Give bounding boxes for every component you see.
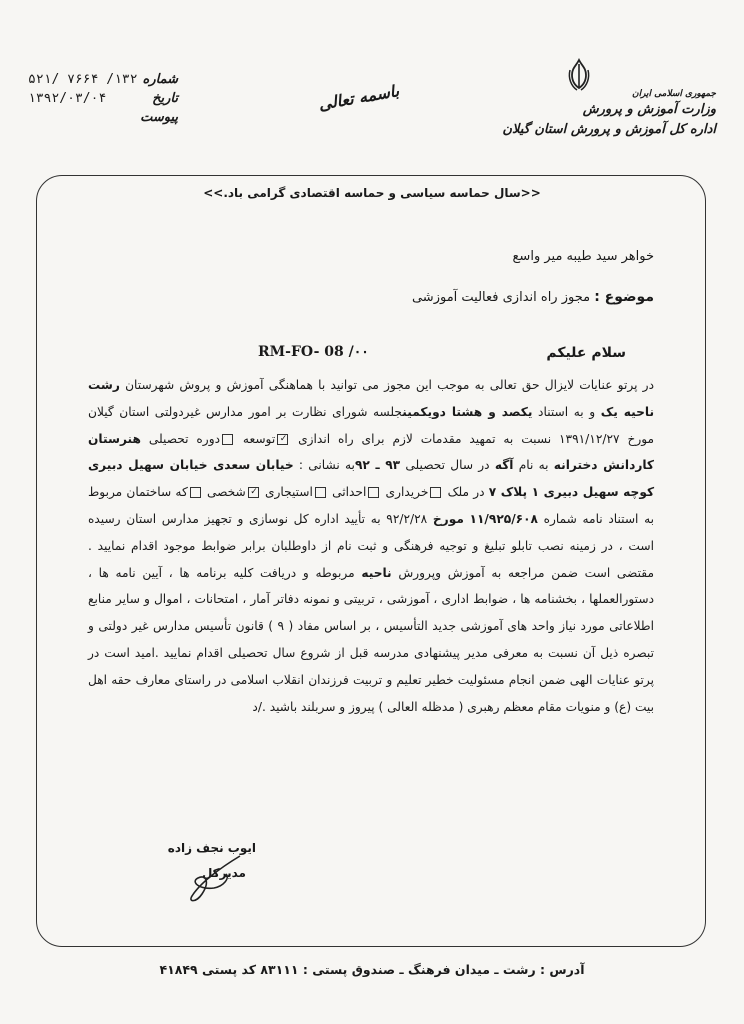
body-bold: آگه [494, 458, 514, 473]
attachment-label: پیوست [140, 110, 178, 125]
option-label: احداثی [332, 485, 367, 500]
slogan: <<سال حماسه سیاسی و حماسه اقتصادی گرامی باد.>> [203, 186, 541, 200]
ministry-header [502, 88, 716, 140]
date-label: تاریخ [152, 91, 178, 106]
ministry-line-2: وزارت آموزش و پرورش [582, 102, 716, 117]
body-bold: هنرستان کاردانش دخترانه [88, 431, 655, 473]
body-text: به نام [518, 458, 549, 473]
body-bold: ۹۳ ـ ۹۲ [354, 458, 401, 473]
body-bold: یکصد و هشتا دویکمین [402, 404, 533, 419]
body-text: جلسه شورای نظارت بر امور مدارس غیردولتی استان گیلان مورخ ۱۳۹۱/۱۲/۲۷ نسبت به تمهید مقدمات لازم برای راه اندازی [88, 404, 655, 446]
letter-meta [28, 70, 178, 127]
checkbox-empty [222, 434, 233, 445]
checkbox-empty [315, 487, 326, 498]
greeting: سلام علیکم [546, 345, 626, 361]
attachment-row [28, 108, 178, 127]
option-label: استیجاری [264, 485, 313, 500]
body-bold: مورخ [432, 511, 464, 526]
body-text: مربوطه و دریافت کلیه برنامه ها ، آیین نامه ها ، دستورالعملها ، بخشنامه ها ، ضوابط اداری ، آموزشی ، تربیتی و نمونه دفاتر آمار ، امتحانات ، اموال و سایر منابع اطلاعاتی مورد نیاز واحد های آموزشی جدید التأسیس ، بر اساس مفاد ( ۹ ) قانون تأسیس مدارس غیر دولتی و تبصره ذیل آن نسبت به معرفی مدیر پیشنهادی مدرسه قبل از شروع سال تحصیلی اقدام نمایید .امید است در پرتو عنایات الهی ضمن انجام مسئولیت خطیر تعلیم و تربیت فرزندان انقلاب اسلامی در راستای معارف حقه اهل بیت (ع) و منویات مقام معظم رهبری ( مدظله العالی ) پیروز و سربلند باشید ./د [88, 565, 654, 714]
body-text: در سال تحصیلی [405, 458, 490, 473]
checkbox-checked: ✓ [277, 434, 288, 445]
footer-address: آدرس : رشت ـ میدان فرهنگ ـ صندوق پستی : ۸۳۱۱۱ کد پستی ۴۱۸۴۹ [159, 962, 585, 977]
signature-scribble-icon [180, 848, 250, 908]
subject-line [412, 289, 654, 305]
date-row [28, 89, 178, 108]
number-value: ۵۲۱/ ۷۶۶۴ /۱۳۲ [28, 72, 138, 87]
option-label: توسعه [242, 431, 276, 446]
checkbox-checked: ✓ [248, 487, 259, 498]
subject-label: موضوع : [594, 289, 654, 305]
checkbox-empty [190, 487, 201, 498]
body-bold: ناحیه [361, 565, 392, 580]
body-bold: رشت ناحیه یک [88, 378, 655, 419]
basmala: باسمه تعالی [316, 81, 401, 114]
body-text: و به استناد [538, 404, 596, 419]
subject-text: مجوز راه اندازی فعالیت آموزشی [411, 290, 591, 305]
option-label: دوره تحصیلی [148, 431, 221, 446]
body-text: در ملک [447, 485, 485, 500]
option-label: خریداری [385, 485, 429, 500]
body-bold: ۱۱/۹۲۵/۶۰۸ [469, 511, 538, 526]
body-text: که ساختمان مربوط به استناد نامه شماره [88, 485, 655, 526]
reference-code: RM-FO- 08 /۰۰ [258, 344, 369, 360]
checkbox-empty [430, 487, 441, 498]
body-text: به نشانی : [298, 458, 355, 473]
number-row [28, 70, 178, 89]
recipient: خواهر سید طیبه میر واسع [512, 249, 654, 264]
number-label: شماره [142, 72, 178, 87]
body-bold: خیابان سعدی خیابان سهیل دبیری کوچه سهیل دبیری ۱ پلاک ۷ [88, 458, 655, 500]
ministry-line-3: اداره کل آموزش و پرورش استان گیلان [502, 122, 716, 137]
date-value: ۱۳۹۲/۰۳/۰۴ [28, 91, 107, 106]
checkbox-empty [368, 487, 379, 498]
letter-body [88, 372, 654, 720]
body-text: در پرتو عنایات لایزال حق تعالی به موجب این مجوز می توانید با هماهنگی آموزش و پروش شهرستان [125, 378, 654, 392]
signatory-title: مدیرکل [201, 866, 246, 880]
body-text: ۹۲/۲/۲۸ به تأیید اداره کل نوسازی و تجهیز مدارس استان رسیده است ، در زمینه نصب تابلو تبلیغ و توجیه فرهنگی و ثبت نام از داوطلبان برابر ضوابط موجود اقدام نمایید . مقتضی است ضمن مراجعه به آموزش وپرورش [88, 511, 654, 580]
ministry-line-1: جمهوری اسلامی ایران [631, 89, 716, 99]
signatory-name: ایوب نجف زاده [167, 841, 256, 855]
option-label: شخصی [206, 485, 246, 500]
